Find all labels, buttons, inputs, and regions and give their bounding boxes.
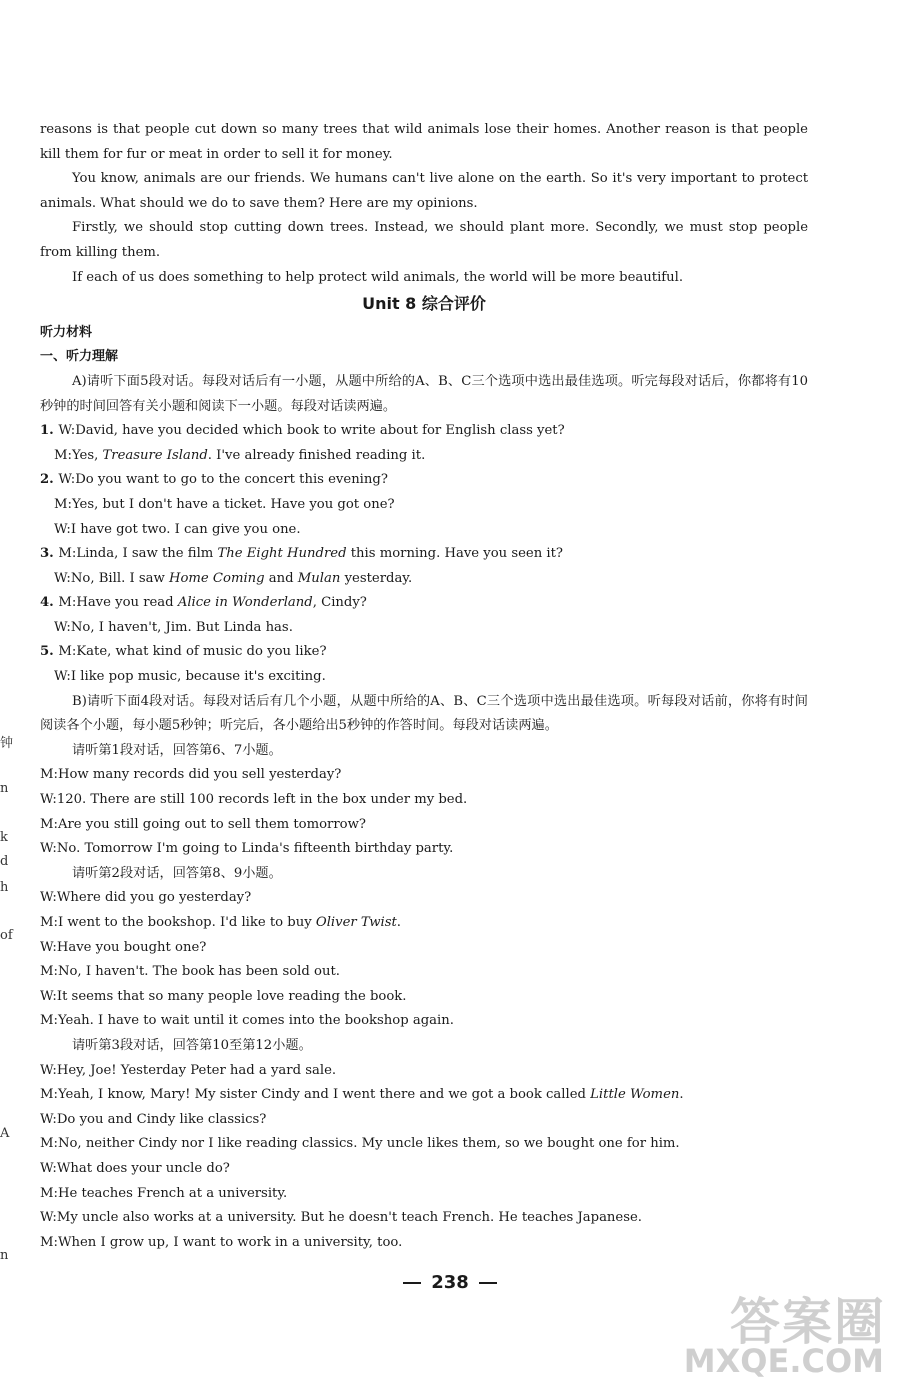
line-text: It seems that so many people love reading the book. <box>56 988 407 1004</box>
line-text: Linda, I saw the film <box>76 546 218 562</box>
line-text: David, have you decided which book to write about for English class yet? <box>75 423 565 439</box>
title-italic: Home Coming <box>168 570 265 586</box>
margin-fragment: A <box>0 1126 10 1141</box>
dialog-1 <box>40 763 808 861</box>
dialogue-line <box>40 640 808 665</box>
dialogue-line <box>40 1009 808 1034</box>
part-a-instruction: A)请听下面5段对话。每段对话后有一小题，从题中所给的A、B、C三个选项中选出最佳选项。听完每段对话后，你都将有10秒钟的时间回答有关小题和阅读下一小题。每段对话读两遍。 <box>40 373 808 414</box>
speaker-label: W: <box>58 472 76 488</box>
unit-title: Unit 8 综合评价 <box>362 294 486 314</box>
speaker-label: W: <box>54 521 71 537</box>
speaker-label: W: <box>40 841 57 857</box>
dialog-1-intro: 请听第1段对话，回答第6、7小题。 <box>72 742 282 758</box>
margin-fragment: of <box>0 928 13 943</box>
speaker-label: M: <box>58 546 77 562</box>
dialogue-line <box>40 886 808 911</box>
line-text: Yes, <box>71 447 103 463</box>
dialogue-line <box>40 542 808 567</box>
dialogue-line <box>40 960 808 985</box>
part-a-dialogues <box>40 419 808 690</box>
line-text: Yes, but I don't have a ticket. Have you got one? <box>71 496 395 512</box>
speaker-label: W: <box>54 570 71 586</box>
line-text: . I've already finished reading it. <box>207 447 426 463</box>
line-text: No, neither Cindy nor I like reading classics. My uncle likes them, so we bought one for him. <box>57 1136 680 1152</box>
speaker-label: W: <box>54 619 71 635</box>
watermark <box>683 1282 886 1382</box>
speaker-label: W: <box>54 669 71 685</box>
line-text: No, I haven't. The book has been sold out. <box>57 964 340 980</box>
line-text: Have you bought one? <box>56 939 207 955</box>
title-italic: Treasure Island <box>102 447 208 463</box>
margin-fragment: d <box>0 854 9 869</box>
margin-fragment: k <box>0 830 8 845</box>
passage-paragraph: reasons is that people cut down so many trees that wild animals lose their homes. Another reason is that people kill them for fur or meat in order to sell it for money. <box>40 122 808 162</box>
speaker-label: M: <box>40 1234 58 1250</box>
line-text: . <box>396 915 401 930</box>
dialogue-line <box>40 1132 808 1157</box>
question-number: 2. <box>40 472 59 488</box>
line-text: Do you and Cindy like classics? <box>56 1111 267 1127</box>
speaker-label: M: <box>58 595 77 611</box>
line-text: My uncle also works at a university. But he doesn't teach French. He teaches Japanese. <box>56 1210 642 1226</box>
dialogue-line <box>40 1059 808 1084</box>
dialogue-line <box>40 591 808 616</box>
dialog-2-intro: 请听第2段对话，回答第8、9小题。 <box>72 865 282 881</box>
dialogue-line <box>40 444 808 469</box>
dialogue-line <box>40 419 808 444</box>
title-italic: Mulan <box>297 570 341 586</box>
title-italic: Alice in Wonderland <box>177 595 313 611</box>
line-text: Have you read <box>76 595 178 611</box>
line-text: No. Tomorrow I'm going to Linda's fifteenth birthday party. <box>56 841 454 857</box>
line-text: Where did you go yesterday? <box>56 890 252 906</box>
speaker-label: W: <box>40 988 57 1004</box>
line-text: I have got two. I can give you one. <box>70 521 301 537</box>
passage-paragraph: If each of us does something to help protect wild animals, the world will be more beautiful. <box>72 269 684 285</box>
dialogue-line <box>40 985 808 1010</box>
speaker-label: W: <box>58 423 76 439</box>
line-text: , Cindy? <box>312 595 367 611</box>
dialogue-line <box>40 1083 808 1108</box>
speaker-label: M: <box>54 447 72 463</box>
dialog-3-intro: 请听第3段对话，回答第10至第12小题。 <box>72 1037 312 1053</box>
dialogue-line <box>40 665 808 690</box>
speaker-label: W: <box>40 1210 57 1226</box>
dialogue-line <box>40 1182 808 1207</box>
dialogue-line <box>40 1231 808 1256</box>
title-italic: Oliver Twist <box>315 915 397 930</box>
speaker-label: M: <box>40 1087 58 1103</box>
speaker-label: M: <box>40 1013 58 1029</box>
line-text: yesterday. <box>340 570 413 586</box>
line-text: . <box>679 1087 684 1103</box>
page-number: 238 <box>431 1272 469 1293</box>
dialogue-line <box>40 493 808 518</box>
dialogue-line <box>40 813 808 838</box>
dialogue-line <box>40 1206 808 1231</box>
dialogue-line <box>40 763 808 788</box>
speaker-label: W: <box>40 939 57 955</box>
title-italic: The Eight Hundred <box>217 546 347 562</box>
dialogue-line <box>40 1157 808 1182</box>
question-number: 4. <box>40 595 59 611</box>
speaker-label: W: <box>40 1111 57 1127</box>
margin-fragment: n <box>0 1248 9 1263</box>
speaker-label: W: <box>40 1062 57 1078</box>
speaker-label: M: <box>40 1185 58 1201</box>
dialogue-line <box>40 837 808 862</box>
speaker-label: M: <box>40 816 58 832</box>
line-text: How many records did you sell yesterday? <box>57 767 342 783</box>
dialogue-line <box>40 567 808 592</box>
dialogue-line <box>40 1108 808 1133</box>
line-text: and <box>264 570 298 586</box>
line-text: Yeah, I know, Mary! My sister Cindy and I went there and we got a book called <box>57 1087 591 1103</box>
dialogue-line <box>40 911 808 936</box>
line-text: Yeah. I have to wait until it comes into the bookshop again. <box>57 1013 454 1029</box>
speaker-label: M: <box>40 964 58 980</box>
line-text: Kate, what kind of music do you like? <box>76 644 327 660</box>
speaker-label: M: <box>40 1136 58 1152</box>
watermark-text: MXQE.COM <box>683 1342 884 1380</box>
margin-fragment: 钟 <box>0 736 14 751</box>
part-b-instruction: B)请听下面4段对话。每段对话后有几个小题，从题中所给的A、B、C三个选项中选出最佳选项。听每段对话前，你将有时间阅读各个小题，每小题5秒钟；听完后，各小题给出5秒钟的作答时间。每段对话读两遍。 <box>40 693 808 734</box>
question-number: 5. <box>40 644 59 660</box>
speaker-label: M: <box>54 496 72 512</box>
line-text: What does your uncle do? <box>56 1160 230 1176</box>
dialogue-line <box>40 518 808 543</box>
margin-fragment: h <box>0 880 9 895</box>
line-text: Are you still going out to sell them tomorrow? <box>57 816 366 832</box>
page-content <box>40 118 808 1255</box>
dialogue-line <box>40 936 808 961</box>
speaker-label: W: <box>40 792 57 808</box>
dialogue-line <box>40 616 808 641</box>
line-text: I like pop music, because it's exciting. <box>70 669 326 685</box>
line-text: He teaches French at a university. <box>57 1185 288 1201</box>
dialog-3 <box>40 1059 808 1256</box>
footer-dash <box>403 1282 421 1284</box>
section-heading: 听力材料 <box>40 324 93 340</box>
speaker-label: W: <box>40 1160 57 1176</box>
footer-dash <box>479 1282 497 1284</box>
line-text: this morning. Have you seen it? <box>346 546 564 562</box>
speaker-label: W: <box>40 890 57 906</box>
line-text: When I grow up, I want to work in a university, too. <box>57 1234 403 1250</box>
question-number: 1. <box>40 423 59 439</box>
speaker-label: M: <box>40 767 58 783</box>
line-text: I went to the bookshop. I'd like to buy <box>57 915 316 930</box>
speaker-label: M: <box>40 915 58 930</box>
line-text: 120. There are still 100 records left in the box under my bed. <box>56 792 468 808</box>
line-text: No, Bill. I saw <box>70 570 169 586</box>
line-text: Hey, Joe! Yesterday Peter had a yard sale. <box>56 1062 337 1078</box>
line-text: No, I haven't, Jim. But Linda has. <box>70 619 293 635</box>
question-number: 3. <box>40 546 59 562</box>
line-text: Do you want to go to the concert this evening? <box>75 472 388 488</box>
passage-paragraph: You know, animals are our friends. We humans can't live alone on the earth. So it's very important to protect animals. What should we do to save them? Here are my opinions. <box>40 171 808 211</box>
watermark-logo: 答案圈 <box>730 1293 886 1351</box>
dialogue-line <box>40 788 808 813</box>
subsection-heading: 一、听力理解 <box>40 349 119 365</box>
dialog-2 <box>40 886 808 1034</box>
passage-paragraph: Firstly, we should stop cutting down trees. Instead, we should plant more. Secondly, we must stop people from killing them. <box>40 220 808 260</box>
dialogue-line <box>40 468 808 493</box>
title-italic: Little Women <box>590 1087 680 1103</box>
margin-fragment: n <box>0 781 9 796</box>
speaker-label: M: <box>58 644 77 660</box>
